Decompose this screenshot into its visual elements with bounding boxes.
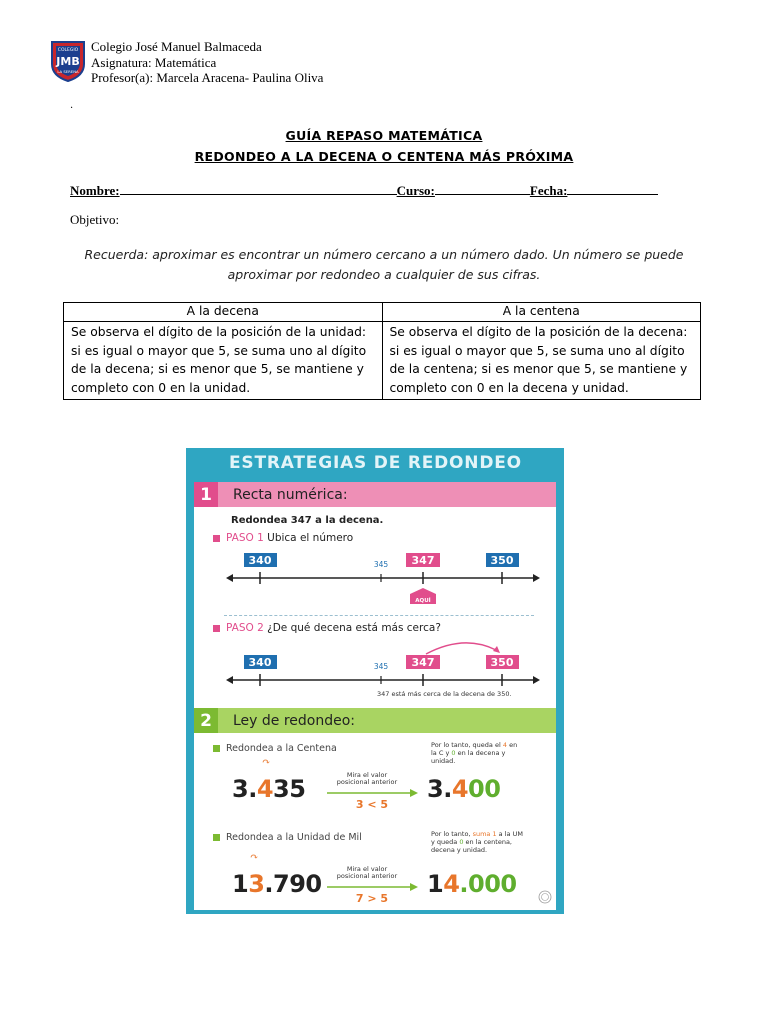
svg-text:AQUÍ: AQUÍ: [415, 598, 431, 604]
step-2-label: PASO 2: [226, 622, 264, 634]
step-2-text: ¿De qué decena está más cerca?: [267, 622, 441, 634]
svg-text:347: 347: [411, 656, 435, 669]
example-1-note: Por lo tanto, queda el 4 en la C y 0 en la decena y unidad.: [431, 741, 518, 765]
rounding-strategies-poster: [186, 448, 564, 914]
example-1-number: 3.435: [232, 775, 306, 803]
example-2-heading-row: [213, 832, 362, 843]
example-2-number: 13.790: [232, 870, 322, 898]
step-1-text: Ubica el número: [267, 532, 354, 544]
title-line-1: GUÍA REPASO MATEMÁTICA: [285, 128, 483, 143]
example-1-heading: Redondea a la Centena: [226, 743, 337, 754]
curved-arrow-icon: ↷: [262, 757, 271, 768]
teacher-line: Profesor(a): Marcela Aracena- Paulina Oliva: [91, 70, 324, 85]
fecha-label: Fecha:: [529, 183, 568, 198]
svg-text:350: 350: [490, 554, 514, 567]
svg-text:345: 345: [373, 560, 389, 569]
step-1-row: [213, 532, 353, 544]
objetivo-label: Objetivo:: [70, 212, 120, 227]
title-line-2: REDONDEO A LA DECENA O CENTENA MÁS PRÓXIMA: [194, 149, 574, 164]
right-arrow-icon: [327, 882, 419, 892]
example-2-arrow-caption: Mira el valor posicional anterior: [336, 865, 398, 880]
green-square-icon: [213, 834, 220, 841]
svg-text:340: 340: [248, 656, 272, 669]
table-header-row: [64, 303, 701, 322]
step-2-row: [213, 622, 441, 634]
publisher-seal-icon: [538, 890, 552, 904]
section-1-conclusion: 347 está más cerca de la decena de 350.: [377, 690, 512, 698]
example-2-comparison: 7 > 5: [355, 892, 389, 905]
section-1-band: [194, 482, 556, 507]
subject-line: Asignatura: Matemática: [91, 54, 217, 70]
section-1-divider: [224, 615, 534, 616]
rounding-rules-table: [63, 302, 701, 400]
svg-text:LA SERENA: LA SERENA: [57, 69, 79, 74]
svg-text:COLEGIO: COLEGIO: [57, 48, 79, 53]
header-decena: A la decena: [64, 303, 383, 322]
nombre-field[interactable]: [120, 183, 397, 195]
svg-text:350: 350: [490, 656, 514, 669]
table-row: [64, 322, 701, 400]
rule-centena: Se observa el dígito de la posición de la decena: si es igual o mayor que 5, se suma uno al dígito de la centena; si es menor que 5, se mantiene y completo con 0 en la decena y unidad.: [382, 322, 701, 400]
example-1-arrow-caption: Mira el valor posicional anterior: [336, 771, 398, 786]
example-2-note: Por lo tanto, suma 1 a la UM y queda 0 en la centena, decena y unidad.: [431, 830, 523, 854]
header-info: [91, 39, 323, 86]
header-centena: A la centena: [382, 303, 701, 322]
section-1-label: Recta numérica:: [233, 486, 348, 503]
school-name: Colegio José Manuel Balmaceda: [91, 39, 262, 54]
right-arrow-icon: [327, 788, 419, 798]
section-2-label: Ley de redondeo:: [233, 712, 356, 729]
curso-field[interactable]: [435, 183, 530, 195]
student-form-line: [70, 183, 658, 199]
poster-body: [194, 482, 556, 910]
example-1-heading-row: [213, 743, 337, 754]
section-2-band: [194, 708, 556, 733]
example-1-result: 3.400: [427, 775, 501, 803]
example-2-result: 14.000: [427, 870, 517, 898]
stray-dot: .: [70, 100, 74, 111]
curso-label: Curso:: [396, 183, 435, 198]
curved-arrow-icon: ↷: [250, 852, 259, 863]
school-logo: [50, 40, 86, 82]
svg-text:345: 345: [373, 662, 389, 671]
step-1-label: PASO 1: [226, 532, 264, 544]
section-1-number: 1: [194, 482, 218, 507]
svg-text:340: 340: [248, 554, 272, 567]
svg-text:347: 347: [411, 554, 435, 567]
number-line-1: [194, 552, 556, 612]
pink-square-icon: [213, 535, 220, 542]
green-square-icon: [213, 745, 220, 752]
fecha-field[interactable]: [567, 183, 658, 195]
nombre-label: Nombre:: [70, 183, 120, 198]
svg-text:JMB: JMB: [56, 55, 80, 68]
pink-square-icon: [213, 625, 220, 632]
section-2-number: 2: [194, 708, 218, 733]
example-1-comparison: 3 < 5: [355, 798, 389, 811]
poster-title: ESTRATEGIAS DE REDONDEO: [229, 453, 522, 473]
rule-decena: Se observa el dígito de la posición de la unidad: si es igual o mayor que 5, se suma uno al dígito de la decena; si es menor que 5, se mantiene y completo con 0 en la unidad.: [64, 322, 383, 400]
section-1-instruction: Redondea 347 a la decena.: [231, 515, 384, 526]
recuerda-note: Recuerda: aproximar es encontrar un número cercano a un número dado. Un número se puede aproximar por redondeo a cualquier de sus cifras.: [84, 247, 684, 282]
example-2-heading: Redondea a la Unidad de Mil: [226, 832, 362, 843]
number-line-2: [194, 636, 556, 696]
